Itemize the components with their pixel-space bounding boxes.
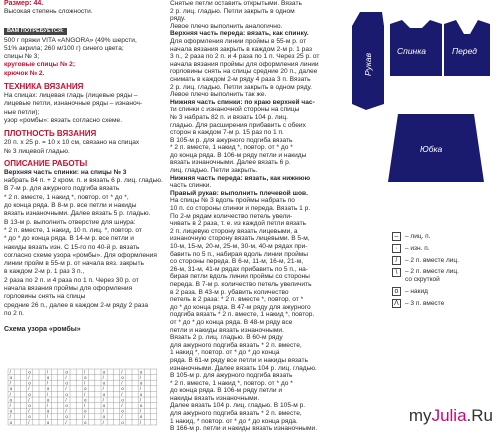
grid-stitch-mark: o xyxy=(65,391,68,397)
materials-line-1: 500 г пряжи VITA «ANGORA» (49% шерсти, xyxy=(4,36,137,44)
legend-symbol: · xyxy=(392,244,401,253)
grid-stitch-mark: / xyxy=(46,403,49,408)
middle-text-line: Левое плечо выполнить так же. xyxy=(170,91,267,99)
grid-stitch-mark: o xyxy=(102,391,106,397)
grid-stitch-mark: / xyxy=(28,408,30,414)
middle-text-line: В 105-м р. для ажурного подгиба вязать xyxy=(170,372,293,380)
grid-stitch-mark: / xyxy=(46,380,49,386)
legend-row xyxy=(392,299,467,308)
grid-stitch-mark: o xyxy=(121,397,124,403)
grid-stitch-mark: o xyxy=(121,375,124,380)
grid-stitch-mark: o xyxy=(28,391,31,397)
grid-stitch-mark: o xyxy=(102,380,106,386)
work-title: ОПИСАНИЕ РАБОТЫ xyxy=(4,158,88,168)
work-line: начала вязания проймы для оформления xyxy=(4,285,133,293)
grid-stitch-mark: / xyxy=(121,369,123,375)
grid-stitch-mark: o xyxy=(84,375,87,380)
watermark-highlight: Julia xyxy=(431,406,467,425)
back-label: Спинка xyxy=(397,46,426,56)
middle-text-line: для ажурного подгиба вязать * 2 п. вместе, xyxy=(170,410,302,418)
materials-line-3: спицы № 3; xyxy=(4,53,40,61)
density-title: ПЛОТНОСТЬ ВЯЗАНИЯ xyxy=(4,129,97,139)
grid-stitch-mark: o xyxy=(9,419,13,425)
size-line: Размер: 44. xyxy=(4,0,44,7)
grid-stitch-mark: / xyxy=(121,403,123,408)
middle-text-line: № 3 набрать 82 п. и вязать 104 р. лиц. xyxy=(170,113,289,121)
grid-stitch-mark: / xyxy=(139,408,142,414)
difficulty-line: Высокая степень сложности. xyxy=(4,8,93,16)
work-line: вязать изнаночными. Далее вязать 5 р. гладью. xyxy=(4,210,151,218)
middle-text-line: начала вязания закрыть в каждом 2-м р. 1 раз xyxy=(170,45,312,53)
middle-text-line: снимать в каждом 2-м ряду 4 раза 3 п. Вязать xyxy=(170,75,311,83)
middle-text-line: Верхняя часть переда: вязать, как спинку. xyxy=(170,30,309,38)
legend-row xyxy=(392,287,467,296)
legend-row xyxy=(392,256,467,265)
legend-row xyxy=(392,244,467,253)
grid-stitch-mark: o xyxy=(28,380,31,386)
work-line: * 2 п. вместе, 1 накид, 10 п. лиц. *, повтор. от xyxy=(4,226,142,234)
technique-line-1: На спицах: лицевая гладь (лицевые ряды – xyxy=(4,92,138,100)
middle-text-line: начала вязания проймы для оформления линии xyxy=(170,60,319,68)
work-line: горловины снять на спицы xyxy=(4,293,86,301)
grid-stitch-mark: o xyxy=(46,408,50,414)
grid-stitch-mark: o xyxy=(65,380,68,386)
middle-text-line: 10-м, 15-м, 20-м, 25-м, 30-м, 40-м рядах при- xyxy=(170,243,308,250)
grid-stitch-mark: / xyxy=(84,380,86,386)
hook-line: крючок № 2. xyxy=(4,69,45,77)
technique-line-2: лицевые петли, изнаночные ряды – изнаноч- xyxy=(4,100,143,108)
middle-text-line: до конца ряда. В 106-м ряду петли и xyxy=(170,387,283,395)
grid-stitch-mark: o xyxy=(9,375,13,380)
grid-stitch-mark: / xyxy=(65,397,67,403)
middle-text-line: 2 р. лиц. гладью. Петли закрыть в одном xyxy=(170,7,295,15)
grid-stitch-mark: o xyxy=(139,391,143,397)
grid-stitch-mark: / xyxy=(65,408,67,414)
middle-text-line: Вязать 2 р. лиц. гладью. В 60-м ряду xyxy=(170,334,283,342)
density-line-3: № 3 лицевой гладью. xyxy=(4,147,70,155)
middle-text-line: сторон в каждом 7-м р. 15 раз по 1 п. xyxy=(170,129,284,137)
grid-stitch-mark: o xyxy=(121,419,124,425)
middle-text-line: Нижняя часть переда: вязать, как нижнюю xyxy=(170,174,311,182)
grid-stitch-mark: o xyxy=(139,380,143,386)
grid-stitch-mark: / xyxy=(9,403,11,408)
legend-symbol: \ xyxy=(392,268,401,277)
middle-text-line: 1 накид *, повтор. от * до * до конца xyxy=(170,349,280,357)
grid-stitch-mark: o xyxy=(84,419,87,425)
middle-text-line: переда. В 7-м р. количество петель увеличить xyxy=(170,280,312,288)
grid-stitch-mark: o xyxy=(84,408,87,414)
middle-text-line: 1 накид, * повтор. от * до * до конца ряда. xyxy=(170,417,298,425)
grid-stitch-mark: o xyxy=(9,386,13,392)
legend-text: – 3 п. вместе xyxy=(405,299,445,307)
legend-symbol: / xyxy=(392,256,401,265)
grid-stitch-mark: / xyxy=(65,375,67,380)
middle-text-line: На спицы № 3 вдоль проймы набрать по xyxy=(170,197,295,205)
middle-text-line: часть спинки. xyxy=(170,182,212,190)
grid-stitch-mark: o xyxy=(65,414,68,420)
middle-text-line: бавить по 5 п., набирая вдоль линии проймы xyxy=(170,250,309,258)
grid-stitch-mark: / xyxy=(102,386,104,392)
grid-stitch-mark: / xyxy=(84,369,86,375)
middle-text-line: Левое плечо выполнить аналогично. xyxy=(170,22,283,30)
garment-diagram xyxy=(338,6,496,196)
grid-stitch-mark: / xyxy=(84,403,86,408)
middle-text-line: со стороны переда. В 6-м, 11-м, 16-м, 21-м, xyxy=(170,258,304,266)
work-line: линии пройм в 55-м р. от начала вяз. закрыть xyxy=(4,260,144,268)
grid-stitch-mark: / xyxy=(9,380,11,386)
legend-symbol: Λ xyxy=(392,299,401,308)
middle-text-line: гладью. Для расширения прибавить с обеих xyxy=(170,121,306,129)
grid-stitch-mark: o xyxy=(9,408,13,414)
grid-stitch-mark: / xyxy=(9,369,11,375)
middle-text-line: ряда. В 61-м ряду все петли и накиды вязать xyxy=(170,356,308,364)
middle-text-line: По 2-м рядам количество петель увели- xyxy=(170,212,293,220)
middle-text-line: изнаночными. Далее вязать 104 р. лиц. гладью. xyxy=(170,364,317,372)
legend-row xyxy=(392,232,467,241)
middle-text-line: петли и накиды вязать изнаночными. xyxy=(170,326,284,334)
materials-line-2: 51% акрила; 260 м/100 г) синего цвета; xyxy=(4,44,124,52)
work-text xyxy=(4,169,162,318)
middle-text-line: изнаночную сторону вязать лицевыми. В 5-м, xyxy=(170,235,310,243)
middle-text-line: В 105-м р. для ажурного подгиба вязать xyxy=(170,136,293,144)
work-line: Верхняя часть спинки: на спицы № 3 xyxy=(4,168,127,176)
middle-text-line: ряду. xyxy=(170,15,186,23)
grid-stitch-mark: o xyxy=(121,386,124,392)
middle-text-line: бирая петли вдоль линии проймы со стороны xyxy=(170,273,310,281)
work-line: накиды вязать изн. С 15-го по 40-й р. вязать xyxy=(4,243,140,251)
middle-text-line: подгиба вязать * 2 п. вместе, 1 накид *, повтор. xyxy=(170,311,315,319)
grid-stitch-mark: / xyxy=(9,414,11,420)
grid-stitch-mark: / xyxy=(84,414,86,420)
sleeve-label: Рукав xyxy=(363,52,373,76)
work-line: * до * до конца ряда. В 14-м р. все петли и xyxy=(4,235,134,243)
work-line: до конца ряда. В 8-м р. все петли и накиды xyxy=(4,202,137,210)
grid-stitch-mark: o xyxy=(139,369,143,375)
work-line: средние 26 п., далее в каждом 2-м ряду 2 раза xyxy=(4,301,149,309)
middle-text-line: 3 п., 2 раза по 2 п. и 4 раза по 1 п. Через 25 р. от xyxy=(170,53,320,61)
grid-stitch-mark: o xyxy=(46,386,50,392)
grid-stitch-mark: / xyxy=(28,386,30,392)
middle-text-line: Для оформления линии проймы в 55-м р. от xyxy=(170,37,307,45)
work-line: 2 раза по 2 п. и 4 раза по 1 п. Через 30 р. от xyxy=(4,276,139,284)
legend-symbol: o xyxy=(392,287,401,296)
technique-line-4: узор «ромбы»: вязать согласно схеме. xyxy=(4,116,123,124)
symbol-legend xyxy=(392,232,467,308)
grid-stitch-mark: o xyxy=(102,414,106,420)
middle-text-line: лиц. гладью. Петли закрыть. xyxy=(170,167,258,175)
grid-stitch-mark: o xyxy=(139,414,143,420)
middle-text-line: петель в 2 раза: * 2 п. вместе *, повтор. от * xyxy=(170,296,304,304)
legend-row xyxy=(392,268,467,284)
middle-text-line: до конца ряда. В 106-м ряду петли и накиды xyxy=(170,151,307,159)
middle-text-line: 2 п. лицевую сторону вязать лицевыми, а xyxy=(170,227,298,235)
grid-stitch-mark: / xyxy=(121,380,123,386)
technique-title: ТЕХНИКА ВЯЗАНИЯ xyxy=(4,82,84,92)
skirt-label: Юбка xyxy=(420,144,443,154)
grid-stitch-mark: o xyxy=(84,386,87,392)
grid-stitch-mark: o xyxy=(102,369,106,375)
grid-stitch-mark: o xyxy=(46,419,50,425)
middle-text-line: до * до конца ряда. В 47-м ряду для ажурного xyxy=(170,303,311,311)
grid-stitch-mark: / xyxy=(46,391,49,397)
middle-column xyxy=(170,0,332,433)
middle-text-line: Нижняя часть спинки: по краю верхней час- xyxy=(170,98,315,106)
legend-symbol: – xyxy=(392,232,401,241)
middle-text-line: горловины снять на спицы средние 20 п., далее xyxy=(170,68,318,76)
watermark-prefix: my xyxy=(408,406,432,425)
grid-stitch-mark: / xyxy=(102,375,104,380)
grid-stitch-mark: / xyxy=(28,419,30,425)
grid-stitch-mark: o xyxy=(46,397,50,403)
grid-stitch-mark: / xyxy=(46,414,49,420)
grid-stitch-mark: / xyxy=(9,391,11,397)
legend-text: – 2 п. вместе лиц. xyxy=(405,256,459,264)
grid-stitch-mark: / xyxy=(121,391,123,397)
rombi-pattern-grid xyxy=(4,367,162,429)
grid-stitch-mark: o xyxy=(46,375,50,380)
work-line: В 7-м р. для ажурного подгиба вязать xyxy=(4,185,120,193)
middle-text-line: Правый рукав: выполнить плечевой шов. xyxy=(170,189,308,197)
middle-text-line: Снятые петли оставить открытыми. Вязать xyxy=(170,0,302,7)
grid-stitch-mark: o xyxy=(84,397,87,403)
watermark-suffix: .Ru xyxy=(466,406,493,425)
site-watermark xyxy=(409,406,493,426)
grid-stitch-mark: / xyxy=(84,391,86,397)
materials-tag: ВАМ ПОТРЕБУЕТСЯ: xyxy=(4,28,67,35)
grid-stitch-mark: / xyxy=(139,375,142,380)
legend-text: – лиц. п. xyxy=(405,232,431,240)
middle-text-line: * 2 п. вместе, 1 накид *, повтор. от * до * xyxy=(170,144,293,152)
grid-stitch-mark: / xyxy=(102,397,104,403)
legend-text: – 2 п. вместе лиц. со скруткой xyxy=(405,268,459,283)
work-line: набрать 84 п. + 2 кром. п. и вязать 6 р. лиц. гладью. xyxy=(4,177,163,185)
middle-text-line: накиды вязать изнаночными. xyxy=(170,394,260,402)
middle-text-line: Далее вязать 104 р. лиц. гладью. В 105-м р. xyxy=(170,402,306,410)
front-label: Перед xyxy=(452,46,477,56)
work-line: согласно схеме узора «ромбы». Для оформления xyxy=(4,251,157,259)
technique-line-3: ные петли); xyxy=(4,108,40,116)
grid-stitch-mark: / xyxy=(102,408,104,414)
grid-stitch-mark: / xyxy=(28,375,30,380)
density-line-1: 20 п. х 25 р. = 10 х 10 см, связано на спицах xyxy=(4,139,140,147)
work-line: по 2 п. xyxy=(4,309,24,317)
middle-text-line: для ажурного подгиба вязать * 2 п. вместе, xyxy=(170,341,302,349)
grid-stitch-mark: / xyxy=(121,414,123,420)
grid-stitch-mark: / xyxy=(65,386,67,392)
middle-text-line: 2 р. лиц. гладью. Петли закрыть в одном ряду. xyxy=(170,83,313,91)
left-column xyxy=(4,0,162,335)
grid-stitch-mark: o xyxy=(28,403,31,408)
middle-text-line: 10 п. со стороны спинки и переда. Вязать 1 р. xyxy=(170,205,311,213)
grid-stitch-mark: o xyxy=(28,369,31,375)
grid-stitch-mark: o xyxy=(121,408,124,414)
work-line: В 13-м р. выполнить отверстие для шнура: xyxy=(4,218,136,226)
grid-stitch-mark: o xyxy=(28,414,31,420)
legend-text: – изн. п. xyxy=(405,244,430,252)
grid-stitch-mark: / xyxy=(46,369,49,375)
grid-stitch-mark: o xyxy=(102,403,106,408)
grid-stitch-mark: / xyxy=(28,397,30,403)
middle-text-line: в 2 раза. В 43-м р. убавить количество xyxy=(170,288,289,296)
middle-text-line: от * до * до конца ряда. В 48-м ряду все xyxy=(170,318,293,326)
middle-text-line: чивать в 2 раза, т. е. из каждой петли вязать xyxy=(170,220,307,228)
grid-stitch-mark: o xyxy=(65,369,68,375)
grid-stitch-mark: / xyxy=(139,419,142,425)
middle-text-line: * 2 п. вместе, 1 накид *, повтор. от * до * xyxy=(170,379,293,387)
scheme-title: Схема узора «ромбы» xyxy=(4,326,81,334)
grid-stitch-mark: / xyxy=(102,419,104,425)
grid-stitch-mark: / xyxy=(65,419,67,425)
grid-stitch-mark: o xyxy=(139,403,143,408)
grid-stitch-mark: / xyxy=(139,397,142,403)
grid-stitch-mark: / xyxy=(139,386,142,392)
work-line: * 2 п. вместе, 1 накид *, повтор. от * до *, xyxy=(4,193,129,201)
work-line: в каждом 2-м р. 1 раз 3 п., xyxy=(4,268,85,276)
middle-text-line: вязать изнаночными. Далее вязать 6 р. xyxy=(170,159,291,167)
circular-needles-line: круговые спицы № 2; xyxy=(4,61,76,69)
grid-stitch-mark: o xyxy=(65,403,68,408)
middle-text-line: ти спинки с изнаночной стороны на спицы xyxy=(170,106,300,114)
grid-stitch-mark: o xyxy=(9,397,13,403)
legend-text: – накид xyxy=(405,287,428,295)
middle-text-line: В 166-м р. петли и накиды вязать изнаночными. xyxy=(170,425,318,433)
middle-text-line: 26-м, 31-м, 41-м рядах прибавить по 5 п., на- xyxy=(170,265,308,273)
